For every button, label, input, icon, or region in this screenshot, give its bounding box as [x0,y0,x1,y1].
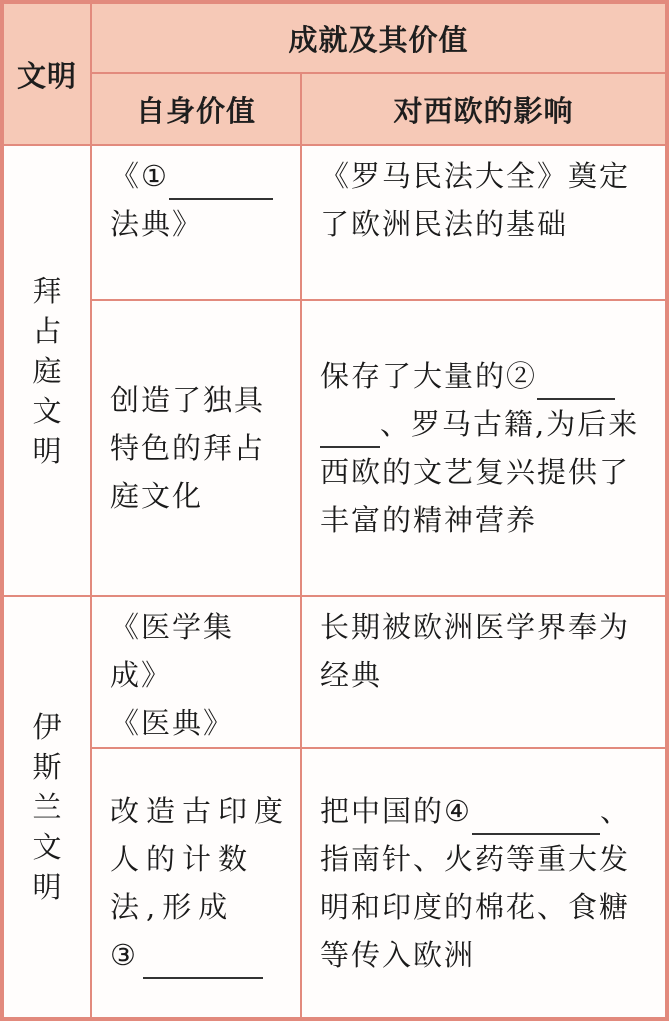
blank-label: ③ [110,938,143,972]
fill-blank-3[interactable] [143,947,263,979]
fill-blank-2[interactable] [537,368,615,400]
civilization-cell-byzantine [3,145,91,596]
self-value-cell: 创造了独具特色的拜占庭文化 [91,300,301,596]
header-achievement: 成就及其价值 [91,3,666,73]
fill-blank-1[interactable] [169,168,273,200]
fill-blank-2-continued[interactable] [320,416,380,448]
self-value-cell [91,748,301,1018]
table-row [3,748,666,1018]
header-row-1 [3,3,666,73]
cell-text: 保存了大量的② [320,359,538,393]
civilization-name: 拜占庭文明 [32,273,62,468]
influence-cell [301,300,666,596]
self-value-cell [91,145,301,300]
self-value-cell [91,596,301,748]
fill-blank-4[interactable] [472,803,600,835]
influence-cell: 《罗马民法大全》奠定了欧洲民法的基础 [301,145,666,300]
blank-label: 《① [110,159,169,193]
header-influence: 对西欧的影响 [301,73,666,145]
cell-text: 改造古印度人的计数法,形成 [110,794,291,924]
cell-text: 《医典》 [110,706,235,740]
cell-text: 把中国的④ [320,794,472,828]
header-civilization: 文明 [3,3,91,145]
table-row [3,145,666,300]
cell-text: 《医学集成》 [110,610,235,692]
header-row-2 [3,73,666,145]
cell-text: 法典》 [110,207,204,241]
civilization-cell-islamic [3,596,91,1018]
influence-cell: 长期被欧洲医学界奉为经典 [301,596,666,748]
cell-text: 、指南针、火药等重大发明和印度的棉花、食糖等传入欧洲 [320,794,632,972]
header-self-value: 自身价值 [91,73,301,145]
civilization-table [2,2,667,1019]
cell-text: 、罗马古籍,为后来西欧的文艺复兴提供了丰富的精神营养 [320,407,640,537]
table-row [3,300,666,596]
table-row [3,596,666,748]
civilization-name: 伊斯兰文明 [32,710,62,904]
influence-cell [301,748,666,1018]
